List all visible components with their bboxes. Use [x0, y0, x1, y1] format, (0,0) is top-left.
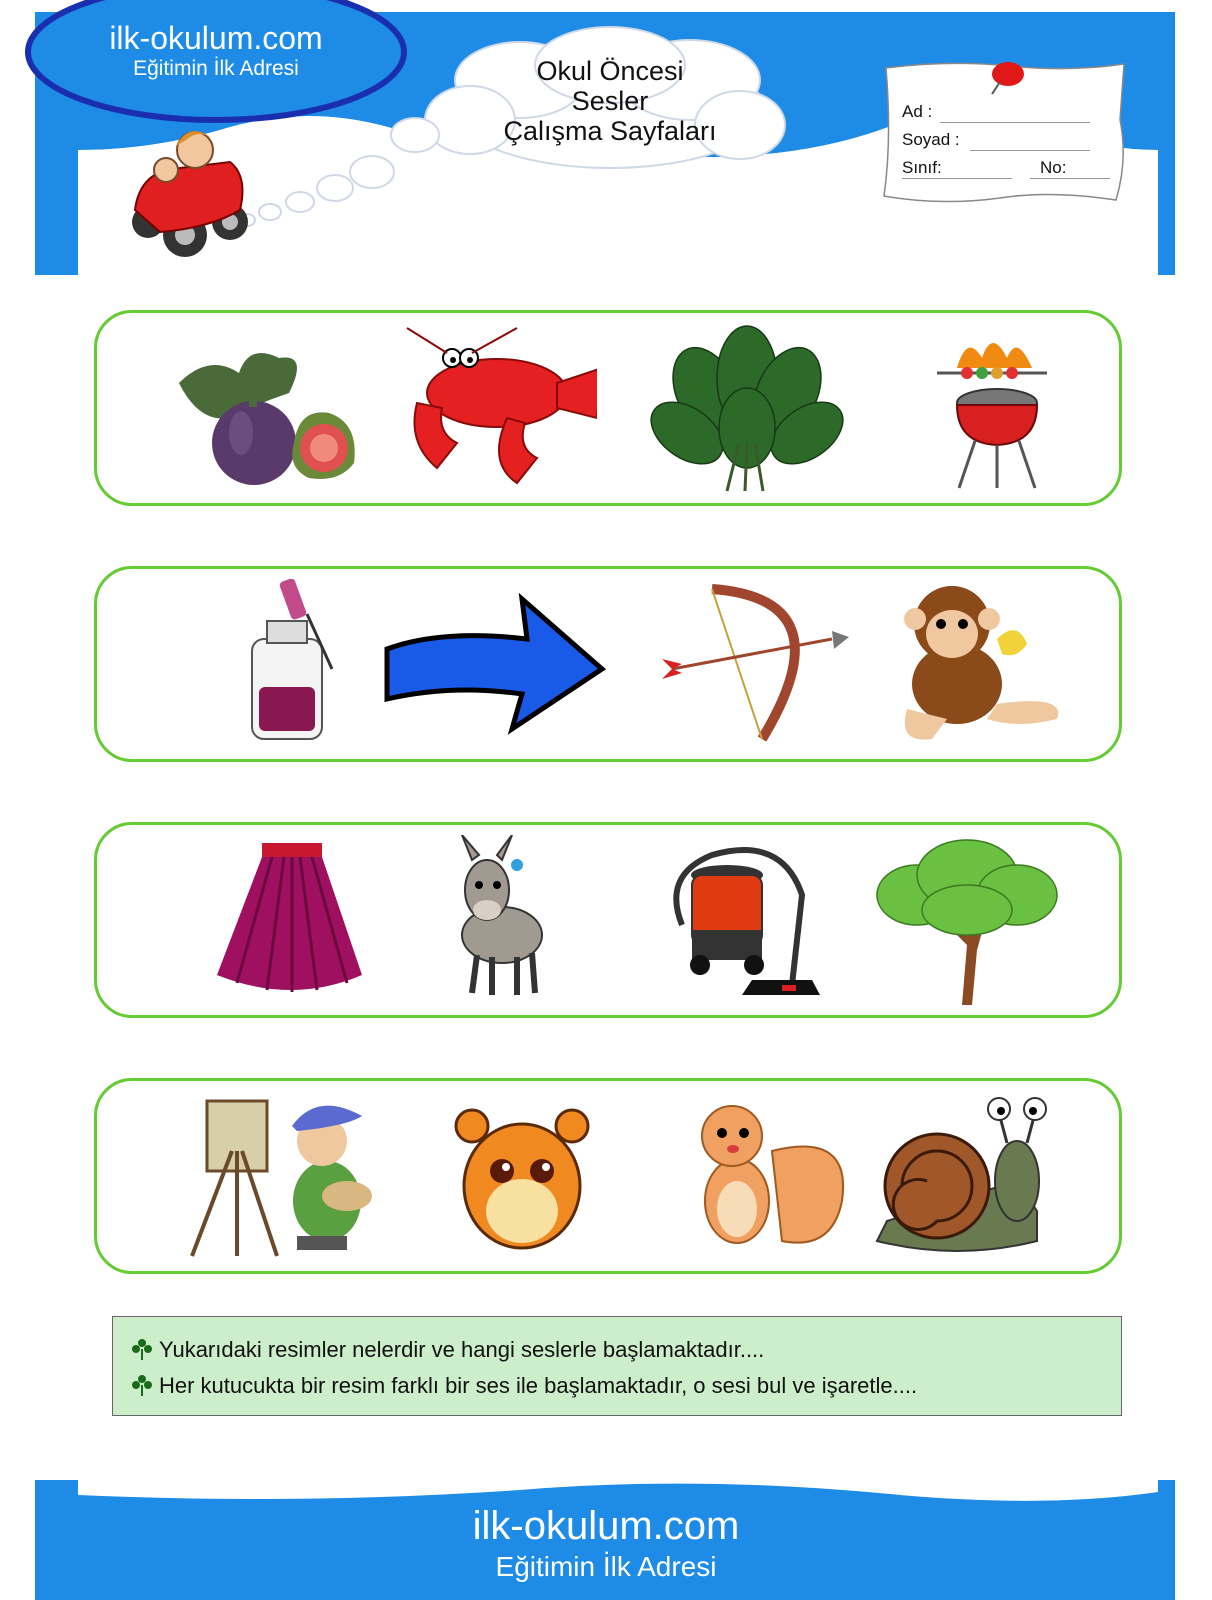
hamster-icon[interactable] [422, 1091, 622, 1261]
bow-and-arrow-icon[interactable] [657, 579, 857, 749]
instruction-text: Her kutucukta bir resim farklı bir ses ile başlamaktadır, o sesi bul ve işaretle.... [159, 1373, 918, 1398]
instruction-line [131, 1337, 764, 1363]
picture-row-1 [94, 310, 1122, 506]
lobster-icon[interactable] [397, 323, 597, 493]
picture-row-3 [94, 822, 1122, 1018]
brand-subtitle: Eğitimin İlk Adresi [133, 57, 299, 80]
name-label: Ad : [902, 102, 933, 121]
footer-brand-subtitle: Eğitimin İlk Adresi [495, 1551, 717, 1582]
instruction-text: Yukarıdaki resimler nelerdir ve hangi seslerle başlamaktadır.... [159, 1337, 765, 1362]
barbecue-icon[interactable] [897, 323, 1097, 493]
squirrel-icon[interactable] [652, 1091, 852, 1261]
clover-bullet-icon [131, 1374, 153, 1396]
monkey-icon[interactable] [887, 579, 1087, 749]
number-label: No: [1040, 158, 1067, 177]
arrow-icon[interactable] [382, 579, 622, 749]
painter-icon[interactable] [187, 1091, 387, 1261]
name-line [940, 122, 1090, 123]
number-line [1030, 178, 1110, 179]
fig-icon[interactable] [169, 323, 369, 493]
worksheet-title-line: Sesler [571, 86, 649, 116]
clover-bullet-icon [131, 1338, 153, 1360]
donkey-icon[interactable] [417, 835, 617, 1005]
skirt-icon[interactable] [192, 835, 392, 1005]
spinach-icon[interactable] [647, 323, 847, 493]
snail-icon[interactable] [867, 1091, 1067, 1261]
nail-polish-icon[interactable] [187, 579, 387, 749]
worksheet-title-line: Çalışma Sayfaları [503, 116, 717, 146]
worksheet-title [470, 56, 750, 146]
worksheet-title-line: Okul Öncesi [536, 56, 684, 86]
brand-title: ilk-okulum.com [109, 20, 323, 56]
picture-row-2 [94, 566, 1122, 762]
footer-brand-title: ilk-okulum.com [472, 1504, 740, 1548]
instructions-box [112, 1316, 1122, 1416]
tree-icon[interactable] [867, 835, 1067, 1005]
class-label: Sınıf: [902, 158, 942, 177]
page-header [0, 0, 1212, 290]
surname-label: Soyad : [902, 130, 960, 149]
instruction-line [131, 1373, 917, 1399]
class-line [902, 178, 1012, 179]
vacuum-cleaner-icon[interactable] [642, 835, 842, 1005]
picture-row-4 [94, 1078, 1122, 1274]
surname-line [970, 150, 1090, 151]
name-card [880, 60, 1130, 200]
